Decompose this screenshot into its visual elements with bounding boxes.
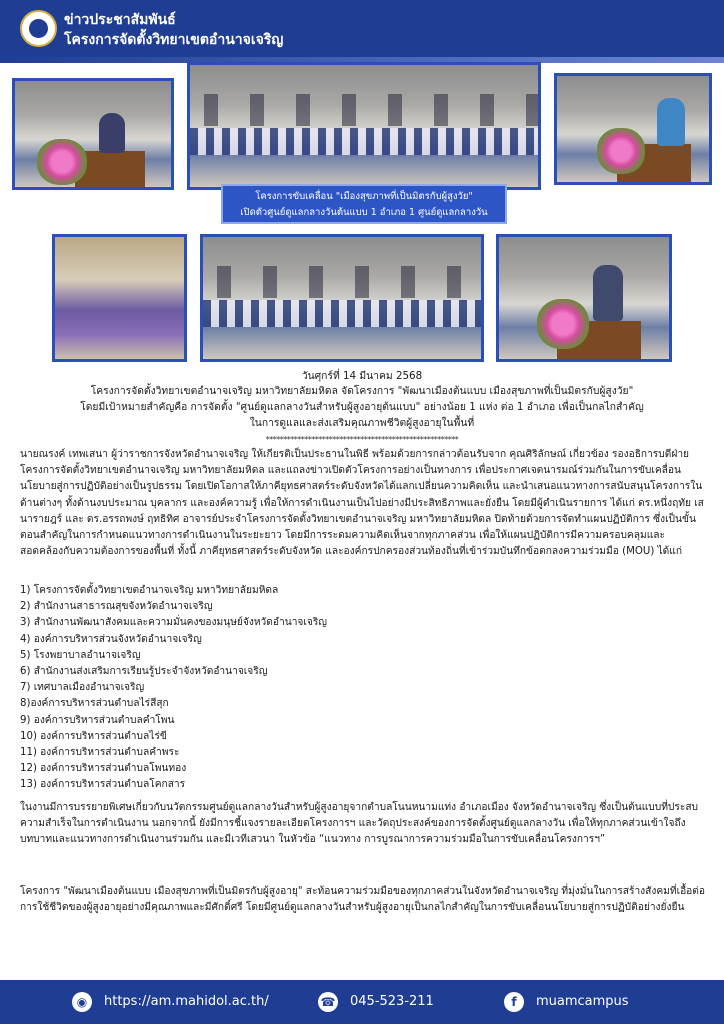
list-item: 10) องค์การบริหารส่วนตำบลไร่ขี (20, 730, 167, 742)
photo-caption-line1: โครงการขับเคลื่อน "เมืองสุขภาพที่เป็นมิตรกับผู้สูงวัย" (255, 191, 473, 202)
phone-icon: ☎ (318, 992, 338, 1012)
intro-line-2: โดยมีเป้าหมายสำคัญคือ การจัดตั้ง "ศูนย์ดูแลกลางวันสำหรับผู้สูงอายุต้นแบบ" อย่างน้อย 1 แห่ง ต่อ 1 อำเภอ เพื่อเป็นกลไกสำคัญ (80, 401, 644, 413)
photo-speaker-right (554, 73, 712, 185)
intro-date: วันศุกร์ที่ 14 มีนาคม 2568 (301, 370, 423, 382)
photo-speaker-left (12, 78, 174, 190)
intro-line-1: โครงการจัดตั้งวิทยาเขตอำนาจเจริญ มหาวิทยาลัยมหิดล จัดโครงการ "พัฒนาเมืองต้นแบบ เมืองสุขภาพที่เป็นมิตรกับผู้สูงวัย" (90, 385, 634, 397)
header-title-news: ข่าวประชาสัมพันธ์ (64, 12, 176, 28)
list-item: 9) องค์การบริหารส่วนตำบลคำโพน (20, 714, 175, 726)
photo-governor-speech (496, 234, 672, 362)
photo-caption-box (221, 184, 507, 224)
intro-line-3: ในการดูแลและส่งเสริมคุณภาพชีวิตผู้สูงอายุในพื้นที่ (249, 417, 475, 429)
footer-facebook-link[interactable]: muamcampus (536, 994, 629, 1009)
separator-stars: ******************************************************* (265, 435, 459, 444)
header-title-project: โครงการจัดตั้งวิทยาเขตอำนาจเจริญ (64, 32, 284, 48)
partner-list (20, 583, 520, 794)
footer-website-link[interactable]: https://am.mahidol.ac.th/ (104, 994, 269, 1009)
list-item: 8)องค์การบริหารส่วนตำบลไร่สีสุก (20, 698, 169, 710)
photo-gift-presentation (52, 234, 187, 362)
list-item: 13) องค์การบริหารส่วนตำบลโคกสาร (20, 779, 186, 791)
list-item: 1) โครงการจัดตั้งวิทยาเขตอำนาจเจริญ มหาวิทยาลัยมหิดล (20, 585, 279, 596)
list-item: 3) สำนักงานพัฒนาสังคมและความมั่นคงของมนุษย์จังหวัดอำนาจเจริญ (20, 617, 327, 629)
list-item: 7) เทศบาลเมืองอำนาจเจริญ (20, 682, 145, 694)
footer-phone[interactable]: 045-523-211 (350, 994, 434, 1009)
list-item: 4) องค์การบริหารส่วนจังหวัดอำนาจเจริญ (20, 633, 202, 645)
facebook-icon: f (504, 992, 524, 1012)
list-item: 5) โรงพยาบาลอำนาจเจริญ (20, 649, 141, 661)
globe-icon: ◉ (72, 992, 92, 1012)
photo-mou-signing (200, 234, 484, 362)
paragraph-closing: โครงการ "พัฒนาเมืองต้นแบบ เมืองสุขภาพที่เป็นมิตรกับผู้สูงอายุ" สะท้อนความร่วมมือของทุกภาคส่วนในจังหวัดอำนาจเจริญ ที่มุ่งมั่นในการสร้างสังคมที่เอื้อต่อการใช้ชีวิตของผู้สูงอายุอย่างมีคุณภาพและมีศักดิ์ศรี โดยมีศูนย์ดูแลกลางวันสำหรับผู้สูงอายุเป็นกลไกสำคัญในการขับเคลื่อนนโยบายสู่การปฏิบัติอย่างยั่งยืน (20, 886, 706, 914)
paragraph-lecture: ในงานมีการบรรยายพิเศษเกี่ยวกับนวัตกรรมศูนย์ดูแลกลางวันสำหรับผู้สูงอายุจากตำบลโนนหนามแท่ง อำเภอเมือง จังหวัดอำนาจเจริญ ซึ่งเป็นต้นแบบที่ประสบความสำเร็จในการดำเนินงาน นอกจากนี้ ยังมีการชี้แจงรายละเอียดโครงการฯ และวัตถุประสงค์ของการจัดตั้งศูนย์ดูแลกลางวัน เพื่อให้ทุกภาคส่วนเข้าใจถึงบทบาทและแนวทางการดำเนินงานร่วมกัน และมีเวทีเสวนา ในหัวข้อ “แนวทาง การบูรณาการความร่วมมือในการขับเคลื่อนโครงการฯ” (20, 802, 699, 846)
mahidol-logo-icon (20, 10, 57, 47)
list-item: 6) สำนักงานส่งเสริมการเรียนรู้ประจำจังหวัดอำนาจเจริญ (20, 666, 268, 678)
photo-caption-line2: เปิดตัวศูนย์ดูแลกลางวันต้นแบบ 1 อำเภอ 1 ศูนย์ดูแลกลางวัน (240, 207, 488, 218)
list-item: 2) สำนักงานสาธารณสุขจังหวัดอำนาจเจริญ (20, 601, 213, 613)
photo-panel-head-table (187, 62, 541, 190)
footer-bar (0, 980, 724, 1024)
list-item: 11) องค์การบริหารส่วนตำบลคำพระ (20, 747, 180, 759)
list-item: 12) องค์การบริหารส่วนตำบลโพนทอง (20, 763, 187, 775)
header-bar (0, 0, 724, 57)
paragraph-opening: นายณรงค์ เทพเสนา ผู้ว่าราชการจังหวัดอำนาจเจริญ ให้เกียรติเป็นประธานในพิธี พร้อมด้วยการกล่าวต้อนรับจาก คุณศิริลักษณ์ เกี่ยวข้อง รองอธิการบดีฝ่ายโครงการจัดตั้งวิทยาเขตอำนาจเจริญ มหาวิทยาลัยมหิดล และแถลงข่าวเปิดตัวโครงการอย่างเป็นทางการ เพื่อประกาศเจตนารมณ์ร่วมกันในการขับเคลื่อนนโยบายสู่การปฏิบัติอย่างเป็นรูปธรรม โดยเปิดโอกาสให้ภาคียุทธศาสตร์ระดับจังหวัดได้แลกเปลี่ยนความคิดเห็น และนำเสนอแนวทางการสนับสนุนโครงการในด้านต่างๆ ทั้งด้านงบประมาณ บุคลากร และองค์ความรู้ เพื่อให้การดำเนินงานเป็นไปอย่างมีประสิทธิภาพและยั่งยืน โดยมีผู้ดำเนินรายการ ได้แก่ ดร.หนึ่งฤทัย เสนารายฎร์ และ ดร.อรรถพงษ์ ฤทธิทิศ อาจารย์ประจำโครงการจัดตั้งวิทยาเขตอำนาจเจริญ มหาวิทยาลัยมหิดล ปิดท้ายด้วยการจัดทำแผนปฏิบัติการ ซึ่งเป็นขั้นตอนสำคัญในการกำหนดแนวทางการดำเนินงานในระยะยาว โดยมีการระดมความคิดเห็นจากทุกภาคส่วน เพื่อให้แผนปฏิบัติการมีความครอบคลุมและสอดคล้องกับความต้องการของพื้นที่ ทั้งนี้ ภาคียุทธศาสตร์ระดับจังหวัด และองค์กรปกครองส่วนท้องถิ่นที่เข้าร่วมบันทึกข้อตกลงความร่วมมือ (MOU) ได้แก่ (20, 449, 704, 558)
